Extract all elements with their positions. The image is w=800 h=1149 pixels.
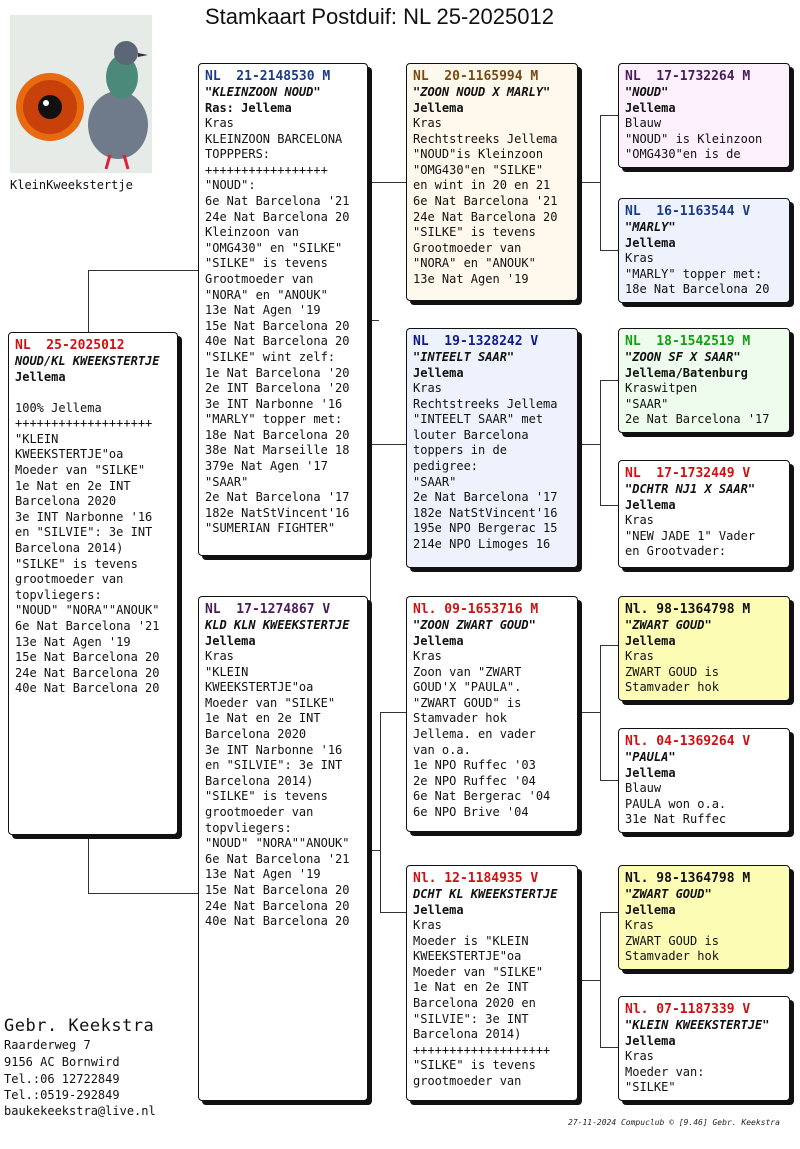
pigeon-name: "MARLY" (625, 220, 676, 234)
ring-number: NL 19-1328242 V (413, 334, 539, 349)
pedigree-note-line: "SILKE" wint zelf: (205, 349, 336, 364)
pedigree-note-line: Kras (413, 649, 442, 663)
pigeon-card-fmm[interactable] (618, 460, 790, 568)
pigeon-breed: Jellema (625, 236, 676, 250)
connector (600, 115, 618, 116)
pedigree-note-line: Barcelona 2020 (15, 494, 117, 509)
connector (88, 835, 89, 893)
pedigree-note-line: "SAAR" (205, 474, 249, 489)
connector (88, 893, 200, 894)
pedigree-note-line: Stamvader hok (413, 711, 507, 726)
connector (88, 270, 89, 332)
pedigree-note-line: Rechtstreeks Jellema (413, 131, 558, 146)
pigeon-card-father[interactable] (198, 63, 368, 556)
owner-phone: Tel.:0519-292849 (4, 1088, 120, 1102)
pigeon-card-mother[interactable] (198, 596, 368, 1101)
pedigree-note-line: van o.a. (413, 742, 471, 757)
ring-number: Nl. 09-1653716 M (413, 602, 539, 617)
pigeon-breed: Jellema (625, 498, 676, 512)
pedigree-note-line: 6e Nat Barcelona '21 (15, 618, 160, 633)
pedigree-note-line: Barcelona 2014) (205, 773, 314, 788)
pigeon-breed: Jellema (15, 370, 66, 384)
owner-email: baukekeekstra@live.nl (4, 1104, 156, 1118)
pedigree-note-line: grootmoeder van (205, 804, 314, 819)
pigeon-card-father-father[interactable] (406, 63, 578, 301)
pedigree-note-line: Kras (413, 918, 442, 932)
pedigree-note-line: "MARLY" topper met: (625, 266, 763, 281)
pedigree-note-line: ZWART GOUD is (625, 933, 719, 948)
connector (600, 645, 601, 780)
connector (370, 320, 378, 321)
pedigree-note-line: 6e Nat Barcelona '21 (205, 193, 350, 208)
pedigree-note-line: Kras (625, 513, 654, 527)
pigeon-name: KLD KLN KWEEKSTERTJE (205, 618, 350, 632)
pedigree-note-line: Kras (413, 116, 442, 130)
pedigree-note-line: en wint in 20 en 21 (413, 178, 551, 193)
pedigree-note-line: TOPPPERS: (205, 147, 271, 162)
connector (582, 444, 600, 445)
connector (600, 912, 618, 913)
pigeon-breed: Jellema (625, 101, 676, 115)
pedigree-note-line: en "SILVIE": 3e INT (15, 525, 153, 540)
pedigree-note-line: Barcelona 2020 (205, 726, 307, 741)
pedigree-note-line: "ZWART GOUD" is (413, 695, 522, 710)
pigeon-name: "PAULA" (625, 750, 676, 764)
pedigree-note-line: Kras (625, 649, 654, 663)
pedigree-note-line: KWEEKSTERTJE"oa (413, 949, 522, 964)
pedigree-note-line: Kras (205, 649, 234, 663)
pigeon-breed: Jellema (413, 903, 464, 917)
pedigree-note-line: grootmoeder van (15, 572, 124, 587)
pedigree-note-line: KWEEKSTERTJE"oa (15, 447, 124, 462)
pedigree-note-line: 13e Nat Agen '19 (413, 271, 529, 286)
pigeon-name: "ZWART GOUD" (625, 618, 712, 632)
pedigree-note-line (15, 385, 171, 401)
pedigree-note-line: Grootmoeder van (413, 240, 522, 255)
pigeon-card-mff[interactable] (618, 596, 790, 701)
pedigree-note-line: ZWART GOUD is (625, 664, 719, 679)
pedigree-note-line: 3e INT Narbonne '16 (205, 742, 343, 757)
pedigree-note-line: Kleinzoon van (205, 225, 299, 240)
pigeon-card-mother-mother[interactable] (406, 865, 578, 1101)
pedigree-note-line: Moeder van "SILKE" (413, 964, 544, 979)
pedigree-note-line: Kras (205, 116, 234, 130)
pedigree-note-line: "NOUD"is Kleinzoon (413, 147, 544, 162)
owner-name: Gebr. Keekstra (4, 1016, 155, 1036)
pedigree-note-line: 1e Nat en 2e INT (205, 711, 321, 726)
pedigree-note-line: Barcelona 2014) (413, 1027, 522, 1042)
pedigree-note-line: 1e Nat en 2e INT (15, 478, 131, 493)
pedigree-note-line: 40e Nat Barcelona 20 (205, 914, 350, 929)
pigeon-breed: Jellema (413, 634, 464, 648)
pedigree-note-line: 100% Jellema (15, 400, 102, 415)
ring-number: NL 20-1165994 M (413, 69, 539, 84)
pedigree-note-line: GOUD'X "PAULA". (413, 680, 522, 695)
connector (600, 505, 618, 506)
pedigree-note-line: 24e Nat Barcelona 20 (413, 209, 558, 224)
pigeon-card-mmm[interactable] (618, 996, 790, 1101)
pedigree-note-line: "INTEELT SAAR" met (413, 412, 544, 427)
connector (600, 380, 601, 505)
pigeon-breed: Jellema (413, 366, 464, 380)
pedigree-note-line: 2e Nat Barcelona '17 (625, 412, 770, 427)
pedigree-note-line: "OMG430"en is de (625, 147, 741, 162)
pedigree-note-line: "SILKE" is tevens (205, 789, 328, 804)
pedigree-note-line: "NEW JADE 1" Vader (625, 528, 756, 543)
pedigree-note-line: 13e Nat Agen '19 (205, 867, 321, 882)
pedigree-note-line: 2e INT Barcelona '20 (205, 381, 350, 396)
logo-caption: KleinKweekstertje (10, 178, 133, 192)
pigeon-illustration (10, 15, 152, 173)
pedigree-note-line: 195e NPO Bergerac 15 (413, 521, 558, 536)
pigeon-name: DCHT KL KWEEKSTERTJE (413, 887, 558, 901)
pedigree-note-line: 18e Nat Barcelona 20 (625, 282, 770, 297)
pedigree-note-line: Blauw (625, 116, 662, 130)
pedigree-note-line: 38e Nat Marseille 18 (205, 443, 350, 458)
pedigree-note-line: louter Barcelona (413, 427, 529, 442)
pigeon-name: "ZOON SF X SAAR" (625, 350, 741, 364)
pedigree-note-line: 24e Nat Barcelona 20 (205, 898, 350, 913)
pedigree-note-line: 214e NPO Limoges 16 (413, 536, 551, 551)
pedigree-note-line: Moeder is "KLEIN (413, 933, 529, 948)
connector (600, 780, 618, 781)
connector (378, 320, 379, 321)
pigeon-name: "NOUD" (625, 85, 669, 99)
pedigree-note-line: +++++++++++++++++++ (413, 1042, 551, 1057)
owner-city: 9156 AC Bornwird (4, 1055, 120, 1069)
pedigree-note-line: 6e Nat Barcelona '21 (205, 851, 350, 866)
pedigree-note-line: 182e NatStVincent'16 (413, 505, 558, 520)
connector (370, 182, 371, 620)
pedigree-note-line: Jellema. en vader (413, 726, 536, 741)
connector (370, 444, 406, 445)
pedigree-note-line: Rechtstreeks Jellema (413, 396, 558, 411)
pedigree-note-line: 1e Nat en 2e INT (413, 980, 529, 995)
connector (600, 380, 618, 381)
connector (380, 712, 381, 912)
ring-number: NL 17-1274867 V (205, 602, 331, 617)
pedigree-note-line: Zoon van "ZWART (413, 664, 522, 679)
pigeon-breed: Jellema (625, 634, 676, 648)
pedigree-note-line: Stamvader hok (625, 949, 719, 964)
pedigree-note-line: "KLEIN (205, 664, 249, 679)
pedigree-note-line: 13e Nat Agen '19 (205, 303, 321, 318)
pedigree-note-line: en Grootvader: (625, 544, 727, 559)
pedigree-note-line: "MARLY" topper met: (205, 412, 343, 427)
pedigree-note-line: 18e Nat Barcelona 20 (205, 427, 350, 442)
pedigree-note-line: Blauw (625, 781, 662, 795)
pedigree-note-line: "SILKE" is tevens (413, 225, 536, 240)
pigeon-card-ffm[interactable] (618, 198, 790, 303)
pedigree-note-line: "SILVIE": 3e INT (413, 1011, 529, 1026)
ring-number: Nl. 12-1184935 V (413, 871, 539, 886)
pigeon-card-subject[interactable] (8, 332, 178, 835)
pedigree-note-line: 6e NPO Brive '04 (413, 804, 529, 819)
pedigree-note-line: 182e NatStVincent'16 (205, 505, 350, 520)
pedigree-note-line: "NOUD": (205, 178, 256, 193)
pedigree-note-line: "SAAR" (625, 396, 669, 411)
pedigree-note-line: "NORA" en "ANOUK" (413, 256, 536, 271)
pedigree-note-line: grootmoeder van (413, 1073, 522, 1088)
connector (600, 115, 601, 250)
connector (380, 912, 406, 913)
software-credit: 27-11-2024 Compuclub © [9.46] Gebr. Keekstra (568, 1118, 780, 1127)
ring-number: NL 16-1163544 V (625, 204, 751, 219)
pedigree-note-line: Stamvader hok (625, 680, 719, 695)
pigeon-card-father-mother[interactable] (406, 328, 578, 568)
pedigree-note-line: 1e Nat Barcelona '20 (205, 365, 350, 380)
connector (372, 850, 380, 851)
pedigree-note-line: 379e Nat Agen '17 (205, 459, 328, 474)
pedigree-note-line: Barcelona 2020 en (413, 995, 536, 1010)
pedigree-note-line: "NOUD" "NORA""ANOUK" (205, 836, 350, 851)
pedigree-note-line: "NOUD" "NORA""ANOUK" (15, 603, 160, 618)
pedigree-note-line: "OMG430"en "SILKE" (413, 162, 544, 177)
pedigree-note-line: "SUMERIAN FIGHTER" (205, 521, 336, 536)
pedigree-note-line: Kras (625, 918, 654, 932)
pigeon-breed: Jellema (625, 903, 676, 917)
pedigree-note-line: "NORA" en "ANOUK" (205, 287, 328, 302)
pedigree-note-line: Kraswitpen (625, 381, 698, 395)
pedigree-note-line: "NOUD" is Kleinzoon (625, 131, 763, 146)
ring-number: Nl. 07-1187339 V (625, 1002, 751, 1017)
ring-number: Nl. 04-1369264 V (625, 734, 751, 749)
pedigree-note-line: Moeder van "SILKE" (205, 695, 336, 710)
pedigree-note-line: 2e Nat Barcelona '17 (413, 490, 558, 505)
ring-number: Nl. 98-1364798 M (625, 871, 751, 886)
pigeon-photo (10, 15, 152, 173)
ring-number: NL 21-2148530 M (205, 69, 331, 84)
pigeon-name: NOUD/KL KWEEKSTERTJE (15, 354, 160, 368)
pedigree-note-line: topvliegers: (205, 820, 292, 835)
connector (582, 712, 600, 713)
pedigree-note-line: "SILKE" is tevens (413, 1058, 536, 1073)
connector (600, 912, 601, 1047)
page-title: Stamkaart Postduif: NL 25-2025012 (205, 4, 554, 29)
pedigree-note-line: Grootmoeder van (205, 271, 314, 286)
connector (600, 645, 618, 646)
pedigree-note-line: "OMG430" en "SILKE" (205, 240, 343, 255)
pigeon-name: "INTEELT SAAR" (413, 350, 515, 364)
pedigree-note-line: 15e Nat Barcelona 20 (15, 650, 160, 665)
connector (582, 980, 600, 981)
connector (582, 182, 600, 183)
connector (370, 182, 406, 183)
ring-number: Nl. 98-1364798 M (625, 602, 751, 617)
owner-address: Raarderweg 7 (4, 1038, 91, 1052)
pigeon-breed: Jellema (205, 634, 256, 648)
connector (600, 250, 618, 251)
pedigree-note-line: 2e Nat Barcelona '17 (205, 490, 350, 505)
pedigree-note-line: topvliegers: (15, 587, 102, 602)
ring-number: NL 25-2025012 (15, 338, 125, 353)
connector (600, 1047, 618, 1048)
pedigree-note-line: 24e Nat Barcelona 20 (205, 209, 350, 224)
pedigree-note-line: 13e Nat Agen '19 (15, 634, 131, 649)
pigeon-breed: Jellema (625, 1034, 676, 1048)
connector (88, 270, 200, 271)
pigeon-name: "ZOON NOUD X MARLY" (413, 85, 551, 99)
pedigree-note-line: en "SILVIE": 3e INT (205, 758, 343, 773)
pigeon-name: "DCHTR NJ1 X SAAR" (625, 482, 756, 496)
ring-number: NL 17-1732264 M (625, 69, 751, 84)
owner-phone-mobile: Tel.:06 12722849 (4, 1072, 120, 1086)
pigeon-card-fff[interactable] (618, 63, 790, 168)
pigeon-name: "KLEIN KWEEKSTERTJE" (625, 1018, 770, 1032)
pedigree-note-line: "SILKE" is tevens (15, 556, 138, 571)
pedigree-note-line: 40e Nat Barcelona 20 (205, 334, 350, 349)
pedigree-note-line: KWEEKSTERTJE"oa (205, 680, 314, 695)
pigeon-name: "KLEINZOON NOUD" (205, 85, 321, 99)
pigeon-breed: Ras: Jellema (205, 101, 292, 115)
pedigree-note-line: 31e Nat Ruffec (625, 812, 727, 827)
pedigree-note-line: Kras (413, 381, 442, 395)
pigeon-breed: Jellema/Batenburg (625, 366, 748, 380)
pedigree-note-line: 2e NPO Ruffec '04 (413, 773, 536, 788)
pedigree-note-line: 40e Nat Barcelona 20 (15, 681, 160, 696)
pedigree-note-line: "SAAR" (413, 474, 457, 489)
pedigree-note-line: 15e Nat Barcelona 20 (205, 882, 350, 897)
pedigree-note-line: Moeder van "SILKE" (15, 462, 146, 477)
pigeon-card-mfm[interactable] (618, 728, 790, 833)
pigeon-card-mother-father[interactable] (406, 596, 578, 832)
pedigree-note-line: 24e Nat Barcelona 20 (15, 665, 160, 680)
ring-number: NL 18-1542519 M (625, 334, 751, 349)
pedigree-note-line: "SILKE" is tevens (205, 256, 328, 271)
pedigree-note-line: PAULA won o.a. (625, 796, 727, 811)
pedigree-note-line: "SILKE" (625, 1080, 676, 1095)
pigeon-breed: Jellema (625, 766, 676, 780)
pedigree-note-line: pedigree: (413, 458, 479, 473)
pedigree-note-line: +++++++++++++++++++ (15, 416, 153, 431)
pigeon-card-mmf[interactable] (618, 865, 790, 970)
pedigree-note-line: Kras (625, 251, 654, 265)
connector (380, 712, 406, 713)
pedigree-note-line: 3e INT Narbonne '16 (205, 396, 343, 411)
pedigree-note-line: 15e Nat Barcelona 20 (205, 318, 350, 333)
pedigree-note-line: "KLEIN (15, 431, 59, 446)
pedigree-note-line: 1e NPO Ruffec '03 (413, 758, 536, 773)
pedigree-note-line: 3e INT Narbonne '16 (15, 509, 153, 524)
pedigree-note-line: Barcelona 2014) (15, 540, 124, 555)
ring-number: NL 17-1732449 V (625, 466, 751, 481)
pigeon-card-fmf[interactable] (618, 328, 790, 433)
pedigree-note-line: +++++++++++++++++ (205, 162, 328, 177)
pigeon-name: "ZOON ZWART GOUD" (413, 618, 536, 632)
pedigree-note-line: Kras (625, 1049, 654, 1063)
pedigree-note-line: 6e Nat Barcelona '21 (413, 193, 558, 208)
pigeon-breed: Jellema (413, 101, 464, 115)
pedigree-note-line: toppers in de (413, 443, 507, 458)
pedigree-note-line: 6e Nat Bergerac '04 (413, 789, 551, 804)
pedigree-note-line: Moeder van: (625, 1064, 705, 1079)
pedigree-note-line: KLEINZOON BARCELONA (205, 131, 343, 146)
pigeon-name: "ZWART GOUD" (625, 887, 712, 901)
